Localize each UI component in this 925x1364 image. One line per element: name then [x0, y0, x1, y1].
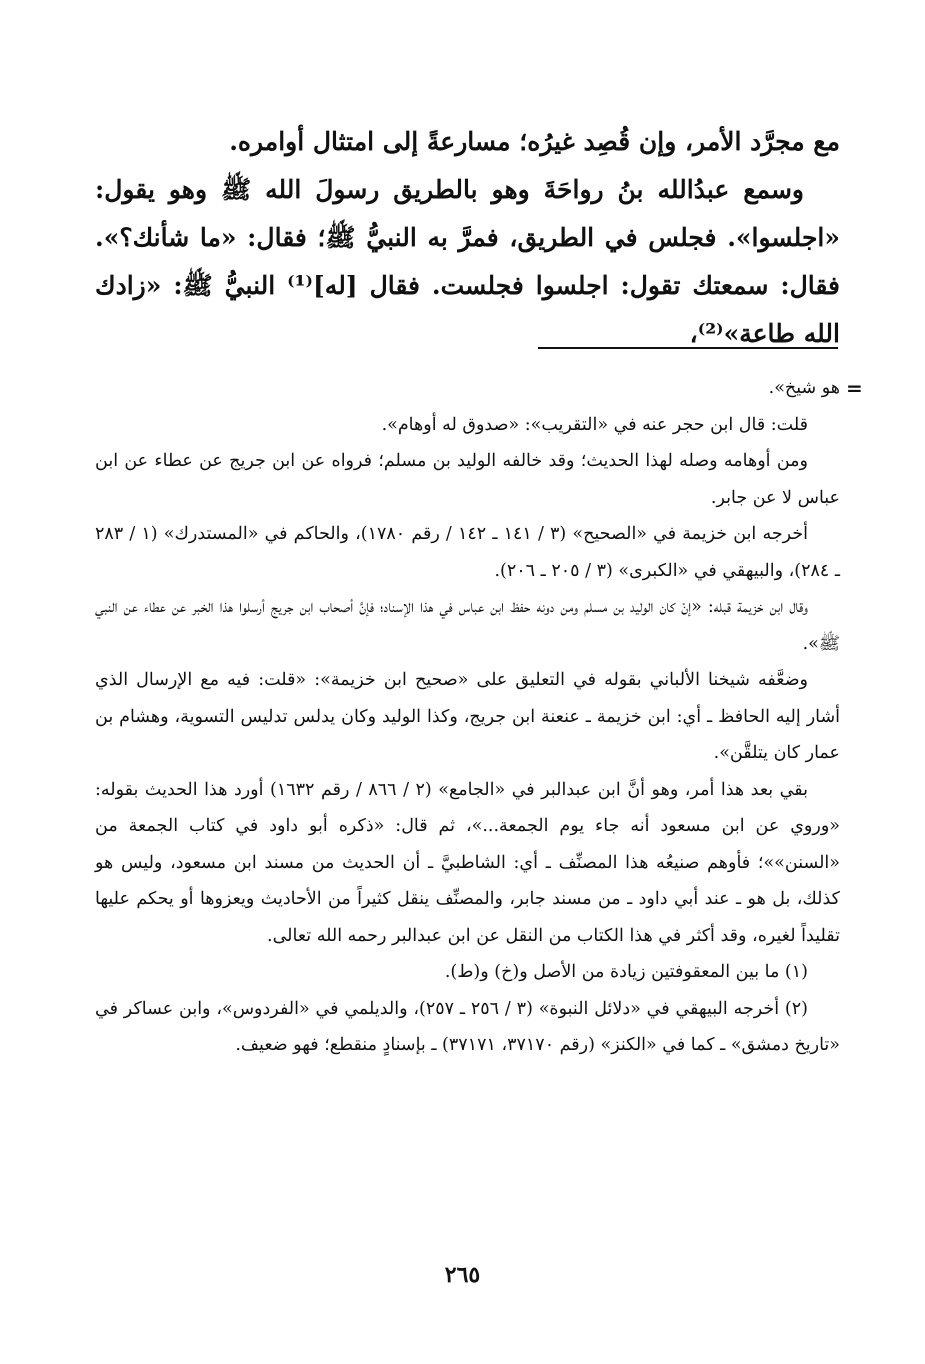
- main-paragraph: وسمع عبدُالله بنُ رواحَةَ وهو بالطريق رسولَ الله ﷺ وهو يقول: «اجلسوا». فجلس في الطريق، فمرَّ به النبيُّ ﷺ؛ فقال: «ما شأنك؟». فقال: سمعتك تقول: اجلسوا فجلست. فقال [له]⁽¹⁾ النبيُّ ﷺ: «زادك الله طاعة»⁽²⁾،: [95, 175, 840, 348]
- footnote-separator: [538, 347, 838, 349]
- footnote-paragraph: ومن أوهامه وصله لهذا الحديث؛ وقد خالفه الوليد بن مسلم؛ فرواه عن ابن جريج عن عطاء عن ابن عباس لا عن جابر.: [95, 451, 840, 508]
- footnote-1: (١) ما بين المعقوفتين زيادة من الأصل و(خ) و(ط).: [444, 962, 808, 982]
- footnote-2: (٢) أخرجه البيهقي في «دلائل النبوة» (٣ / ٢٥٦ ـ ٢٥٧)، والديلمي في «الفردوس»، وابن عساكر في «تاريخ دمشق» ـ كما في «الكنز» (رقم ٣٧١٧٠، ٣٧١٧١) ـ بإسنادٍ منقطع؛ فهو ضعيف.: [95, 998, 840, 1055]
- footnote-paragraph: هو شيخ».: [768, 378, 840, 398]
- footnote-paragraph: أخرجه ابن خزيمة في «الصحيح» (٣ / ١٤١ ـ ١٤٢ / رقم ١٧٨٠)، والحاكم في «المستدرك» (١ / ٢٨٣ ـ ٢٨٤)، والبيهقي في «الكبرى» (٣ / ٢٠٥ ـ ٢٠٦).: [95, 524, 840, 581]
- footnote-paragraph: بقي بعد هذا أمر، وهو أنَّ ابن عبدالبر في «الجامع» (٢ / ٨٦٦ / رقم ١٦٣٢) أورد هذا الحديث بقوله: «وروي عن ابن مسعود أنه جاء يوم الجمعة...»، ثم قال: «ذكره أبو داود في كتاب الجمعة من «السنن»»؛ فأوهم صنيعُه هذا المصنِّف ـ أي: الشاطبيَّ ـ أن الحديث من مسند ابن مسعود، وليس هو كذلك، بل هو ـ عند أبي داود ـ من مسند جابر، والمصنِّف ينقل كثيراً من الأحاديث ويعزوها أو يحكم عليها تقليداً لغيره، وقد أكثر في هذا الكتاب من النقل عن ابن عبدالبر رحمه الله تعالى.: [95, 779, 840, 946]
- footnote-continuation-mark: =: [846, 376, 863, 400]
- footnote-paragraph: وقال ابن خزيمة قبله: «إنْ كان الوليد بن مسلم ومن دونه حفظ ابن عباس في هذا الإسناد؛ فإنَّ أصحاب ابن جريج أرسلوا هذا الخبر عن عطاء عن النبي ﷺ».: [95, 597, 840, 654]
- main-paragraph: مع مجرَّد الأمر، وإن قُصِد غيرُه؛ مسارعةً إلى امتثال أوامره.: [229, 127, 840, 156]
- main-text: [95, 118, 840, 358]
- footnote-paragraph: وضعَّفه شيخنا الألباني بقوله في التعليق على «صحيح ابن خزيمة»: «قلت: فيه مع الإرسال الذي أشار إليه الحافظ ـ أي: ابن خزيمة ـ عنعنة ابن جريج، وكذا الوليد وكان يدلس تدليس التسوية، وهشام بن عمار كان يتلقَّن».: [95, 670, 840, 763]
- footnote-paragraph: قلت: قال ابن حجر عنه في «التقريب»: «صدوق له أوهام».: [381, 414, 808, 435]
- page-number: ٢٦٥: [444, 1262, 481, 1288]
- footnotes: [95, 370, 840, 1064]
